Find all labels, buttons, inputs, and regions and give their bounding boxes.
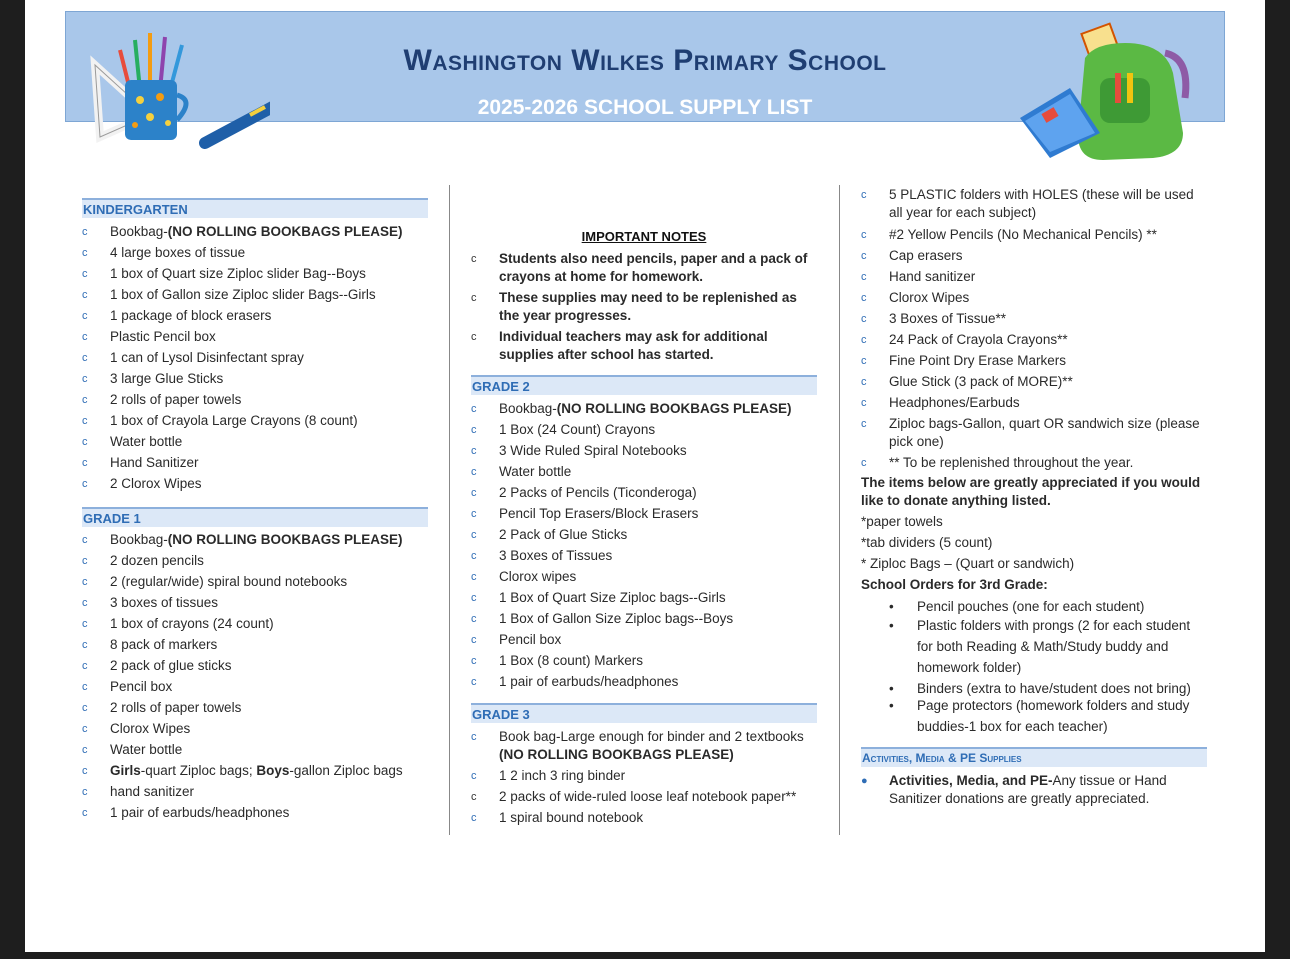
item-main: 5 PLASTIC folders with HOLES (these will be used all year for each subject) [889, 187, 1194, 220]
bullet-icon: c [471, 403, 477, 415]
item-text [110, 762, 428, 780]
item-text [889, 394, 1207, 412]
donate-item: *paper towels [861, 514, 943, 529]
item-text [499, 463, 817, 481]
grade1-item [82, 762, 428, 780]
item-main: 1 box of crayons (24 count) [110, 616, 274, 631]
bullet-icon: c [861, 313, 867, 325]
item-main: Water bottle [499, 464, 572, 479]
bullet-icon: c [861, 271, 867, 283]
item-text [110, 804, 428, 822]
grade3-heading: GRADE 3 [471, 703, 817, 723]
item-text [110, 531, 428, 549]
item-text [499, 289, 817, 325]
item-main: 1 pair of earbuds/headphones [110, 805, 290, 820]
note-text: Individual teachers may ask for additional supplies after school has started. [499, 329, 768, 362]
donate-heading: The items below are greatly appreciated if you would like to donate anything listed. [861, 475, 1201, 508]
item-main: 1 can of Lysol Disinfectant spray [110, 350, 304, 365]
bullet-icon: c [471, 676, 477, 688]
item-note: (NO ROLLING BOOKBAGS PLEASE) [167, 532, 403, 547]
bullet-icon: c [82, 331, 88, 343]
grade2-item [471, 673, 817, 691]
bullet-icon: • [889, 599, 894, 614]
bullet-icon: c [82, 597, 88, 609]
grade3-continued-item [861, 415, 1207, 451]
kindergarten-heading: KINDERGARTEN [82, 198, 428, 218]
bullet-icon: c [861, 376, 867, 388]
item-text [499, 547, 817, 565]
kindergarten-item [82, 454, 428, 472]
bullet-icon: c [82, 702, 88, 714]
item-main: Water bottle [110, 742, 183, 757]
item-text [889, 186, 1207, 222]
item-main: hand sanitizer [110, 784, 195, 799]
school-order-item [889, 596, 1207, 617]
bullet-icon: c [861, 418, 867, 430]
grade1-item [82, 552, 428, 570]
bullet-icon: c [471, 550, 477, 562]
item-main: Fine Point Dry Erase Markers [889, 353, 1067, 368]
grade1-item [82, 741, 428, 759]
item-main: Pencil box [110, 679, 173, 694]
item-text [499, 610, 817, 628]
pencil-cup-clipart [90, 25, 270, 155]
item-text [499, 442, 817, 460]
item-main: 3 Boxes of Tissue** [889, 311, 1007, 326]
bullet-icon: c [82, 373, 88, 385]
bullet-icon: c [471, 487, 477, 499]
bullet-icon: c [82, 576, 88, 588]
boys-text: -gallon Ziploc bags [289, 763, 403, 778]
grade1-item [82, 699, 428, 717]
grade2-item [471, 484, 817, 502]
item-text [110, 454, 428, 472]
item-text [110, 349, 428, 367]
item-main: ** To be replenished throughout the year. [889, 455, 1134, 470]
bullet-icon: c [82, 310, 88, 322]
item-note: (NO ROLLING BOOKBAGS PLEASE) [167, 224, 403, 239]
bullet-icon: c [471, 445, 477, 457]
bullet-icon: c [82, 786, 88, 798]
item-main: 8 pack of markers [110, 637, 218, 652]
grade3-continued-item [861, 310, 1207, 328]
item-main: 2 Pack of Glue Sticks [499, 527, 628, 542]
school-orders-heading: School Orders for 3rd Grade: [861, 577, 1048, 592]
column-divider-2 [839, 185, 840, 835]
item-text [110, 328, 428, 346]
bullet-icon: c [82, 744, 88, 756]
grade3-continued-item [861, 373, 1207, 391]
item-main: Pencil Top Erasers/Block Erasers [499, 506, 699, 521]
item-text [110, 223, 428, 241]
bullet-icon: c [82, 639, 88, 651]
item-text [499, 652, 817, 670]
item-main: 1 box of Quart size Ziploc slider Bag--Boys [110, 266, 366, 281]
bullet-icon: c [471, 571, 477, 583]
item-text [889, 226, 1207, 244]
school-title: Washington Wilkes Primary School [403, 44, 887, 77]
bullet-icon: c [861, 355, 867, 367]
grade3-item [471, 767, 817, 785]
bullet-icon: c [82, 765, 88, 777]
bullet-icon: c [82, 415, 88, 427]
item-text [110, 741, 428, 759]
column-divider-1 [449, 185, 450, 835]
bullet-icon: c [471, 508, 477, 520]
note-text: These supplies may need to be replenished as the year progresses. [499, 290, 797, 323]
grade2-item [471, 442, 817, 460]
bullet-icon: • [889, 698, 894, 713]
item-main: 3 Wide Ruled Spiral Notebooks [499, 443, 687, 458]
item-text [499, 673, 817, 691]
grade3-item [471, 788, 817, 806]
item-text [889, 268, 1207, 286]
item-text [110, 433, 428, 451]
bullet-icon: • [889, 618, 894, 633]
supply-list-subtitle: 2025-2026 SCHOOL SUPPLY LIST [477, 96, 813, 119]
activities-text: Any tissue or Hand Sanitizer donations are greatly appreciated. [889, 773, 1167, 806]
grade3-item [471, 728, 817, 764]
item-text [110, 615, 428, 633]
kindergarten-item [82, 265, 428, 283]
item-main: 3 large Glue Sticks [110, 371, 224, 386]
bullet-icon: c [82, 555, 88, 567]
kindergarten-item [82, 328, 428, 346]
grade1-item [82, 720, 428, 738]
bullet-icon: c [82, 618, 88, 630]
bullet-icon: c [471, 466, 477, 478]
item-text [110, 699, 428, 717]
bullet-icon: c [471, 292, 477, 304]
grade1-item [82, 615, 428, 633]
item-text [499, 250, 817, 286]
bullet-icon: c [861, 397, 867, 409]
important-note-item [471, 328, 817, 364]
item-main: Hand sanitizer [889, 269, 976, 284]
item-text [110, 370, 428, 388]
bullet-icon: c [82, 457, 88, 469]
bullet-icon: c [471, 424, 477, 436]
item-text [499, 767, 817, 785]
bullet-icon: c [861, 250, 867, 262]
activities-label: Activities, Media, and PE- [889, 773, 1053, 788]
item-text [499, 328, 817, 364]
item-main: 1 Box (24 Count) Crayons [499, 422, 656, 437]
grade3-continued-item [861, 186, 1207, 222]
item-main: 1 Box (8 count) Markers [499, 653, 644, 668]
grade1-item [82, 657, 428, 675]
grade3-continued-item [861, 226, 1207, 244]
item-main: Pencil box [499, 632, 562, 647]
bullet-icon: c [82, 478, 88, 490]
item-main: 1 Box of Quart Size Ziploc bags--Girls [499, 590, 726, 605]
bullet-icon: c [471, 613, 477, 625]
item-main: 1 spiral bound notebook [499, 810, 644, 825]
bullet-icon: c [471, 770, 477, 782]
grade1-heading: GRADE 1 [82, 507, 428, 527]
kindergarten-item [82, 223, 428, 241]
item-text [110, 475, 428, 493]
boys-label: Boys [256, 763, 290, 778]
bullet-icon: c [861, 292, 867, 304]
kindergarten-item [82, 244, 428, 262]
item-text [889, 310, 1207, 328]
girls-text: -quart Ziploc bags; [140, 763, 257, 778]
bullet-icon: c [861, 189, 867, 201]
grade3-item [471, 809, 817, 827]
item-main: Ziploc bags-Gallon, quart OR sandwich size (please pick one) [889, 416, 1200, 449]
grade2-item [471, 547, 817, 565]
bullet-icon: c [861, 229, 867, 241]
item-main: 2 (regular/wide) spiral bound notebooks [110, 574, 348, 589]
item-text [889, 247, 1207, 265]
item-text [499, 400, 817, 418]
item-text [110, 636, 428, 654]
grade2-item [471, 400, 817, 418]
item-main: Clorox Wipes [110, 721, 191, 736]
item-text [499, 505, 817, 523]
kindergarten-item [82, 349, 428, 367]
item-main: #2 Yellow Pencils (No Mechanical Pencils) ** [889, 227, 1157, 242]
donate-item: * Ziploc Bags – (Quart or sandwich) [861, 556, 1075, 571]
item-text [110, 391, 428, 409]
item-text [499, 484, 817, 502]
kindergarten-item [82, 433, 428, 451]
item-main: 2 dozen pencils [110, 553, 204, 568]
bullet-icon: c [82, 394, 88, 406]
document-page [25, 0, 1265, 952]
important-notes-heading: IMPORTANT NOTES [581, 229, 707, 244]
activities-item [861, 772, 1207, 808]
grade1-item [82, 531, 428, 549]
activities-heading: Activities, Media & PE Supplies [861, 747, 1207, 767]
item-main: Clorox Wipes [889, 290, 970, 305]
grade2-item [471, 421, 817, 439]
item-text: Pencil pouches (one for each student) [917, 599, 1145, 614]
kindergarten-item [82, 307, 428, 325]
bullet-icon: c [861, 457, 867, 469]
bullet-icon: c [82, 352, 88, 364]
important-note-item [471, 289, 817, 325]
item-text [110, 594, 428, 612]
item-main: Clorox wipes [499, 569, 577, 584]
grade3-continued-item [861, 331, 1207, 349]
item-text [889, 415, 1207, 451]
item-text [110, 307, 428, 325]
item-main: Headphones/Earbuds [889, 395, 1020, 410]
bullet-icon: c [471, 331, 477, 343]
bullet-icon: c [82, 660, 88, 672]
item-text [110, 412, 428, 430]
grade3-continued-item [861, 454, 1207, 472]
item-text [889, 331, 1207, 349]
school-order-item [889, 615, 1207, 678]
grade3-bookbag-text: Book bag-Large enough for binder and 2 textbooks [499, 729, 804, 744]
grade3-continued-item [861, 352, 1207, 370]
item-text [889, 289, 1207, 307]
bullet-icon: c [471, 655, 477, 667]
item-text [499, 809, 817, 827]
item-text [499, 589, 817, 607]
kindergarten-item [82, 391, 428, 409]
bullet-icon: c [82, 289, 88, 301]
item-main: 4 large boxes of tissue [110, 245, 246, 260]
item-main: 1 2 inch 3 ring binder [499, 768, 626, 783]
grade1-item [82, 678, 428, 696]
item-main: 1 pair of earbuds/headphones [499, 674, 679, 689]
item-text [499, 788, 817, 806]
grade2-item [471, 652, 817, 670]
item-text [110, 720, 428, 738]
grade3-continued-item [861, 394, 1207, 412]
item-main: 2 rolls of paper towels [110, 700, 242, 715]
grade2-item [471, 610, 817, 628]
grade1-item [82, 804, 428, 822]
grade1-item [82, 783, 428, 801]
item-main: Water bottle [110, 434, 183, 449]
item-text [499, 568, 817, 586]
kindergarten-item [82, 412, 428, 430]
item-text [889, 454, 1207, 472]
kindergarten-item [82, 370, 428, 388]
item-text [110, 244, 428, 262]
item-text [889, 373, 1207, 391]
grade2-item [471, 526, 817, 544]
grade2-heading: GRADE 2 [471, 375, 817, 395]
grade2-item [471, 631, 817, 649]
bullet-icon: c [471, 529, 477, 541]
item-text [110, 783, 428, 801]
item-main: Cap erasers [889, 248, 963, 263]
donate-item: *tab dividers (5 count) [861, 535, 993, 550]
item-main: Bookbag- [110, 532, 168, 547]
bullet-icon: c [82, 226, 88, 238]
item-text [889, 352, 1207, 370]
item-main: 24 Pack of Crayola Crayons** [889, 332, 1068, 347]
item-text [110, 573, 428, 591]
grade1-item [82, 573, 428, 591]
item-main: 2 pack of glue sticks [110, 658, 232, 673]
item-main: 1 Box of Gallon Size Ziploc bags--Boys [499, 611, 734, 626]
kindergarten-item [82, 475, 428, 493]
item-main: Bookbag- [499, 401, 557, 416]
item-main: Glue Stick (3 pack of MORE)** [889, 374, 1073, 389]
note-text: Students also need pencils, paper and a pack of crayons at home for homework. [499, 251, 808, 284]
item-main: Plastic Pencil box [110, 329, 216, 344]
item-main: 2 packs of wide-ruled loose leaf notebook paper** [499, 789, 797, 804]
item-text: Plastic folders with prongs (2 for each student for both Reading & Math/Study buddy and homework folder) [917, 618, 1191, 675]
bullet-icon: c [471, 634, 477, 646]
item-text: Page protectors (homework folders and study buddies-1 box for each teacher) [917, 698, 1190, 734]
item-text [499, 631, 817, 649]
grade2-item [471, 568, 817, 586]
bullet-icon: c [471, 253, 477, 265]
item-text [110, 678, 428, 696]
bullet-icon: c [82, 534, 88, 546]
bullet-icon: c [861, 334, 867, 346]
grade1-item [82, 594, 428, 612]
bullet-icon: c [471, 791, 477, 803]
item-main: 2 Clorox Wipes [110, 476, 202, 491]
bullet-icon: c [82, 436, 88, 448]
item-text: Binders (extra to have/student does not bring) [917, 681, 1191, 696]
backpack-clipart [1015, 18, 1205, 163]
bullet-icon: c [82, 807, 88, 819]
item-main: 2 Packs of Pencils (Ticonderoga) [499, 485, 697, 500]
item-main: 3 Boxes of Tissues [499, 548, 613, 563]
bullet-icon: c [82, 681, 88, 693]
item-main: 1 package of block erasers [110, 308, 272, 323]
bullet-icon: c [471, 592, 477, 604]
bullet-icon: c [471, 812, 477, 824]
grade2-item [471, 463, 817, 481]
grade3-continued-item [861, 247, 1207, 265]
important-note-item [471, 250, 817, 286]
grade2-item [471, 505, 817, 523]
item-text [110, 657, 428, 675]
grade3-continued-item [861, 289, 1207, 307]
item-main: 1 box of Crayola Large Crayons (8 count) [110, 413, 358, 428]
bullet-icon: • [889, 681, 894, 696]
bullet-icon: c [471, 731, 477, 743]
item-text [499, 526, 817, 544]
grade3-bookbag-note: (NO ROLLING BOOKBAGS PLEASE) [499, 747, 734, 762]
school-order-item [889, 695, 1207, 737]
grade3-continued-item [861, 268, 1207, 286]
grade2-item [471, 589, 817, 607]
item-main: 1 box of Gallon size Ziploc slider Bags--Girls [110, 287, 376, 302]
bullet-icon: c [82, 247, 88, 259]
item-main: Hand Sanitizer [110, 455, 199, 470]
bullet-icon: c [82, 723, 88, 735]
item-text [110, 265, 428, 283]
item-note: (NO ROLLING BOOKBAGS PLEASE) [556, 401, 792, 416]
item-text [499, 421, 817, 439]
kindergarten-item [82, 286, 428, 304]
grade1-item [82, 636, 428, 654]
item-main: 2 rolls of paper towels [110, 392, 242, 407]
item-main: 3 boxes of tissues [110, 595, 219, 610]
item-main: Bookbag- [110, 224, 168, 239]
item-text [110, 552, 428, 570]
item-text [110, 286, 428, 304]
bullet-icon: c [82, 268, 88, 280]
girls-label: Girls [110, 763, 141, 778]
bullet-icon: ● [861, 775, 868, 787]
